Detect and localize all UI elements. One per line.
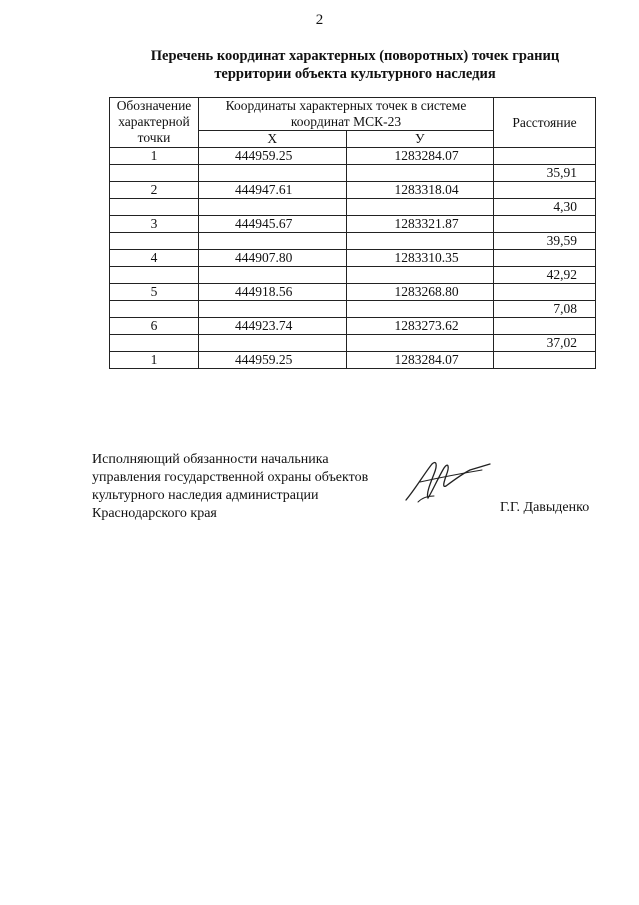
x-coordinate-cell: 444959.25	[199, 352, 347, 369]
empty-cell	[199, 301, 347, 318]
y-coordinate-cell: 1283273.62	[346, 318, 494, 335]
table-row	[110, 148, 596, 165]
y-coordinate-cell: 1283321.87	[346, 216, 494, 233]
point-id-cell: 2	[110, 182, 199, 199]
document-title	[110, 47, 600, 83]
signer-position	[92, 451, 412, 523]
distance-empty-cell	[494, 250, 596, 267]
y-coordinate-cell: 1283310.35	[346, 250, 494, 267]
signer-position-line: Краснодарского края	[92, 506, 217, 521]
y-coordinate-cell: 1283318.04	[346, 182, 494, 199]
table-row	[110, 335, 596, 352]
header-coordinates: Координаты характерных точек в системе координат МСК-23	[199, 98, 494, 131]
empty-cell	[199, 165, 347, 182]
empty-cell	[346, 233, 494, 250]
distance-cell: 39,59	[494, 233, 596, 250]
empty-cell	[346, 335, 494, 352]
x-coordinate-cell: 444945.67	[199, 216, 347, 233]
distance-cell: 42,92	[494, 267, 596, 284]
distance-cell: 7,08	[494, 301, 596, 318]
empty-cell	[199, 335, 347, 352]
header-distance: Расстояние	[494, 98, 596, 148]
distance-cell: 4,30	[494, 199, 596, 216]
distance-empty-cell	[494, 182, 596, 199]
table-row	[110, 233, 596, 250]
empty-cell	[110, 335, 199, 352]
y-coordinate-cell: 1283268.80	[346, 284, 494, 301]
distance-cell: 35,91	[494, 165, 596, 182]
header-x: Х	[199, 131, 347, 148]
distance-cell: 37,02	[494, 335, 596, 352]
point-id-cell: 1	[110, 352, 199, 369]
distance-empty-cell	[494, 318, 596, 335]
x-coordinate-cell: 444907.80	[199, 250, 347, 267]
point-id-cell: 4	[110, 250, 199, 267]
table-row	[110, 216, 596, 233]
empty-cell	[199, 267, 347, 284]
signer-name: Г.Г. Давыденко	[500, 500, 590, 515]
signer-position-line: управления государственной охраны объектов	[92, 470, 369, 485]
signer-position-line: Исполняющий обязанности начальника	[92, 452, 329, 467]
empty-cell	[110, 301, 199, 318]
distance-empty-cell	[494, 148, 596, 165]
empty-cell	[110, 165, 199, 182]
title-line-1: Перечень координат характерных (поворотных) точек границ	[150, 48, 560, 64]
empty-cell	[110, 267, 199, 284]
table-row	[110, 352, 596, 369]
y-coordinate-cell: 1283284.07	[346, 352, 494, 369]
table-row	[110, 165, 596, 182]
table-row	[110, 182, 596, 199]
table-row	[110, 250, 596, 267]
table-body	[110, 148, 596, 369]
empty-cell	[110, 199, 199, 216]
distance-empty-cell	[494, 352, 596, 369]
handwritten-signature	[398, 452, 498, 508]
coordinates-table	[109, 97, 596, 369]
point-id-cell: 1	[110, 148, 199, 165]
empty-cell	[110, 233, 199, 250]
x-coordinate-cell: 444923.74	[199, 318, 347, 335]
x-coordinate-cell: 444947.61	[199, 182, 347, 199]
table-row	[110, 267, 596, 284]
empty-cell	[199, 233, 347, 250]
table-row	[110, 284, 596, 301]
title-line-2: территории объекта культурного наследия	[214, 66, 496, 82]
page-number: 2	[315, 12, 324, 28]
header-point-designation: Обозначение характерной точки	[110, 98, 199, 148]
table-row	[110, 318, 596, 335]
distance-empty-cell	[494, 284, 596, 301]
empty-cell	[346, 301, 494, 318]
x-coordinate-cell: 444918.56	[199, 284, 347, 301]
header-y: У	[346, 131, 494, 148]
distance-empty-cell	[494, 216, 596, 233]
empty-cell	[346, 267, 494, 284]
empty-cell	[199, 199, 347, 216]
table-row	[110, 301, 596, 318]
empty-cell	[346, 165, 494, 182]
point-id-cell: 3	[110, 216, 199, 233]
signer-position-line: культурного наследия администрации	[92, 488, 319, 503]
point-id-cell: 6	[110, 318, 199, 335]
y-coordinate-cell: 1283284.07	[346, 148, 494, 165]
x-coordinate-cell: 444959.25	[199, 148, 347, 165]
table-row	[110, 199, 596, 216]
point-id-cell: 5	[110, 284, 199, 301]
empty-cell	[346, 199, 494, 216]
